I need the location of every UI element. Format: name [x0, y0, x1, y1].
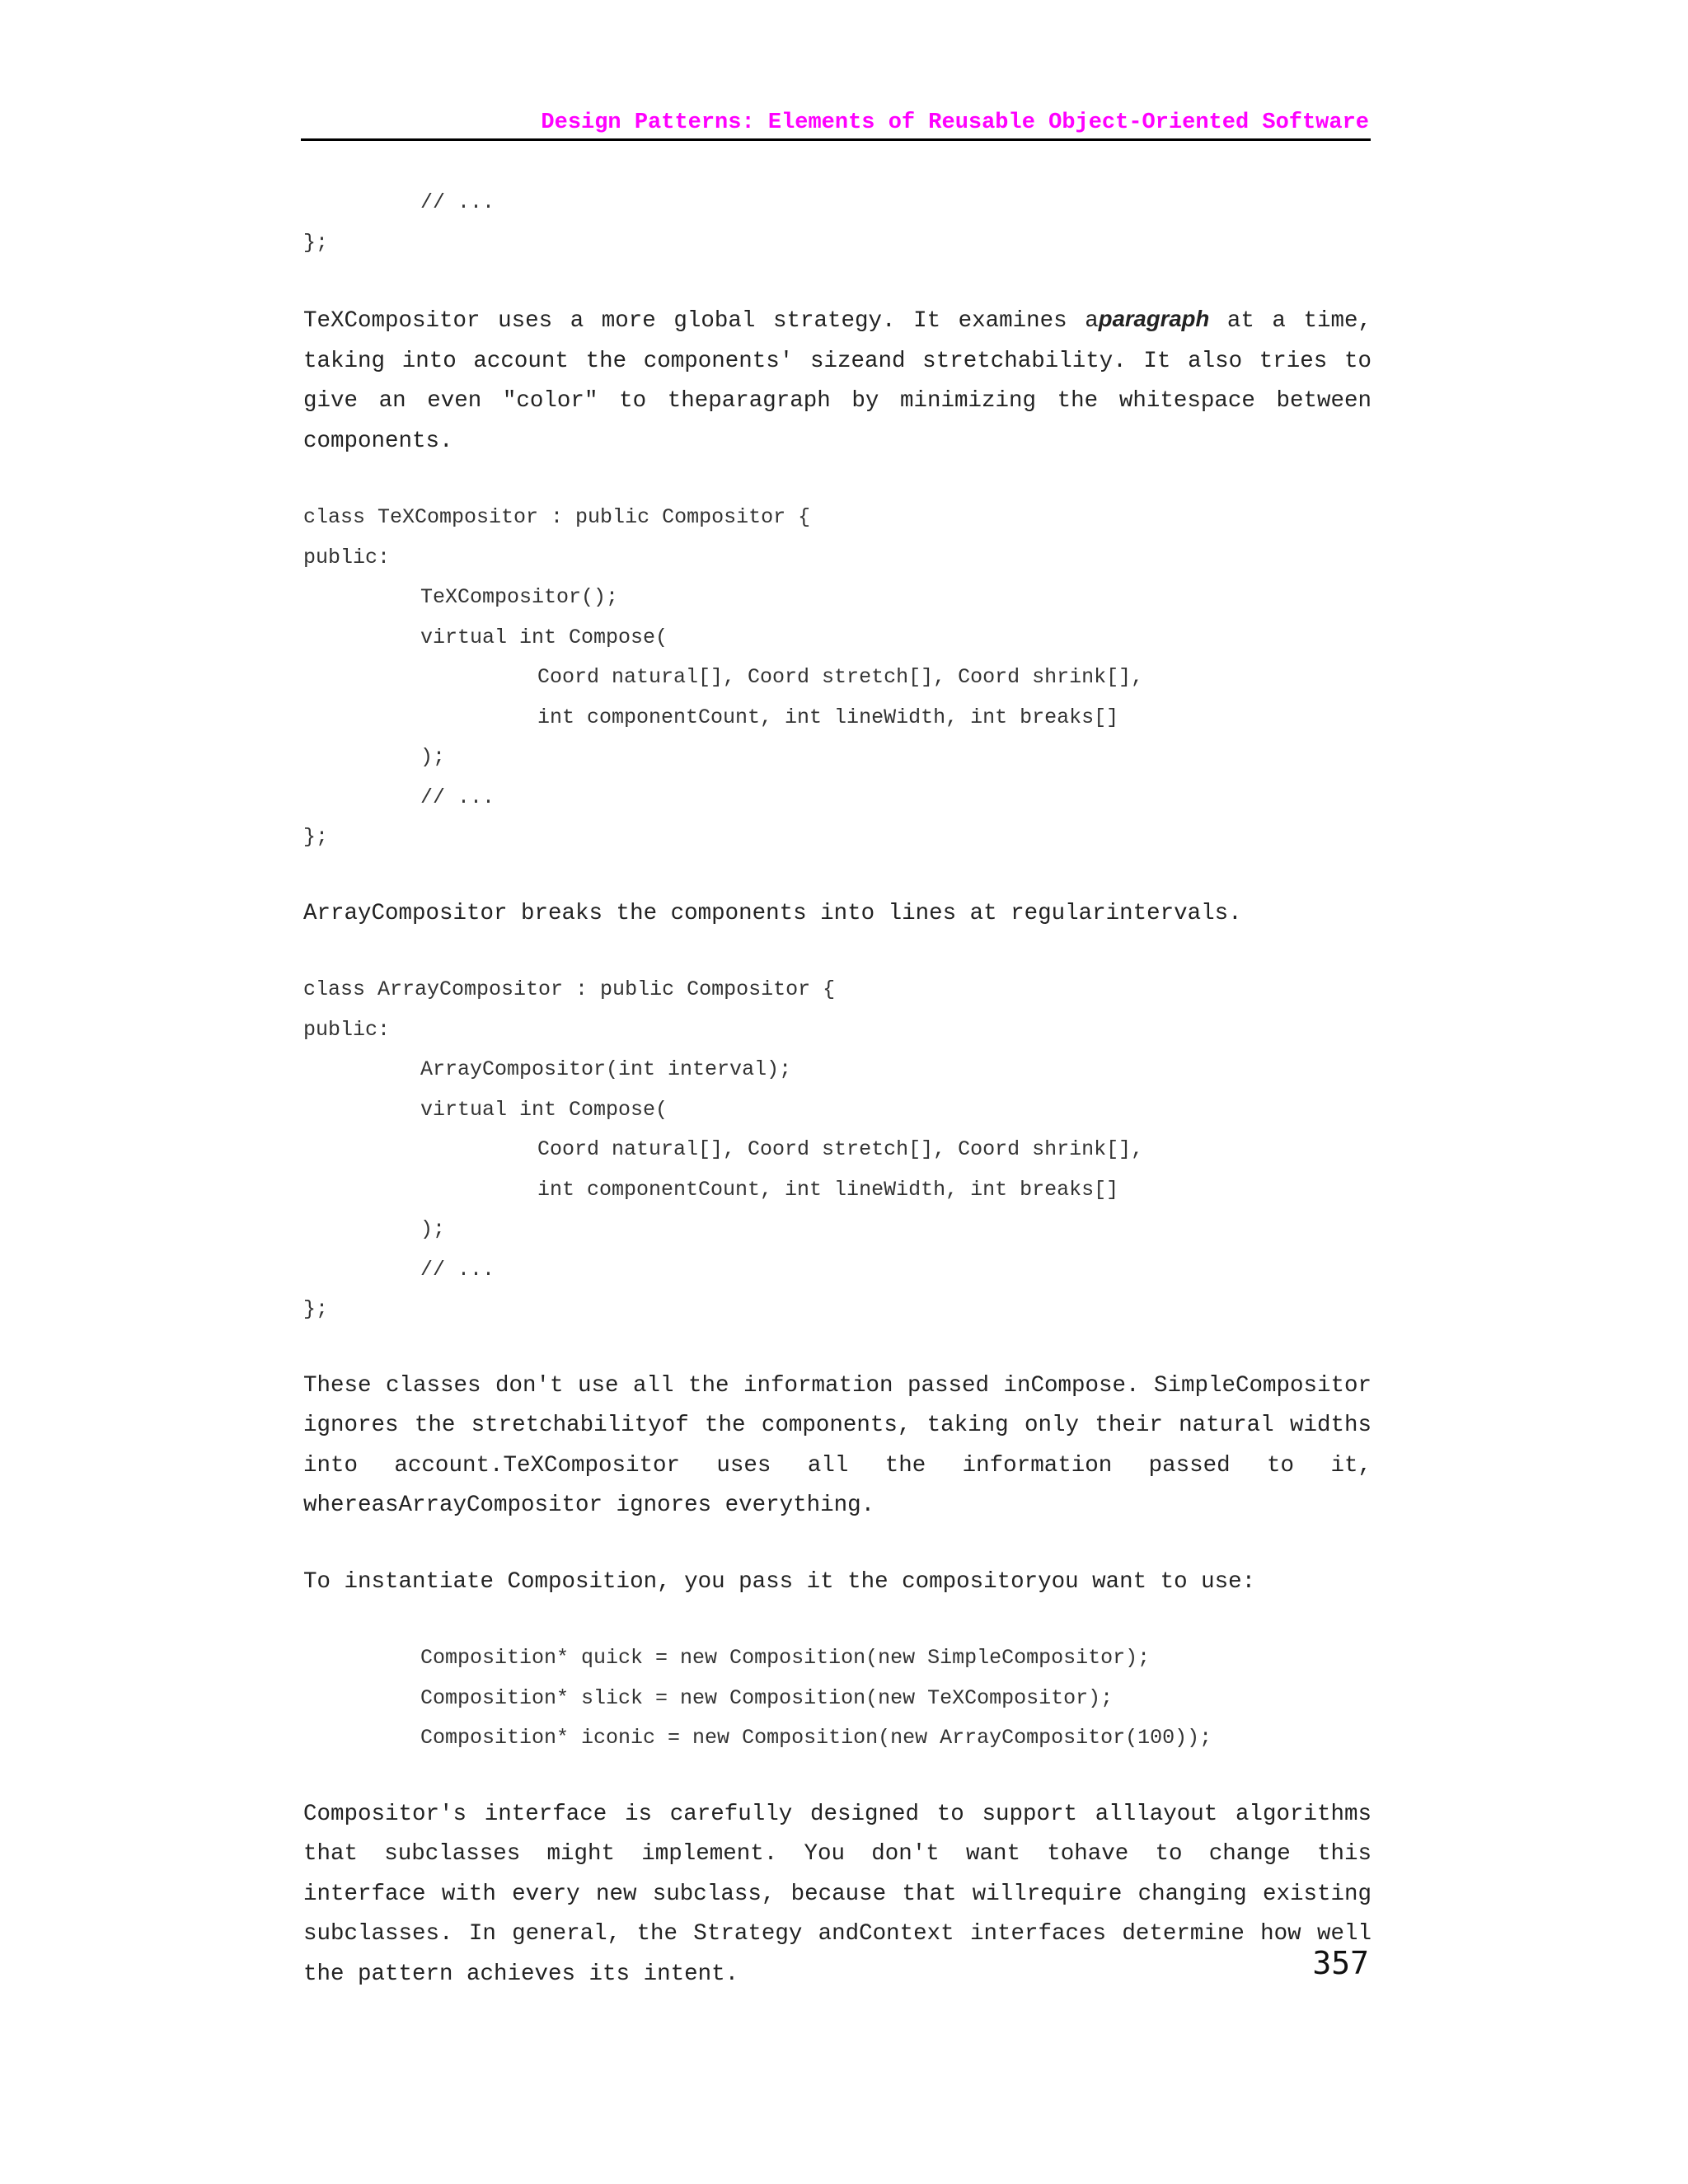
code-line: virtual int Compose(: [420, 1097, 668, 1122]
paragraph-instantiate: To instantiate Composition, you pass it the compositoryou want to use:: [303, 1568, 1256, 1595]
code-line: );: [420, 1217, 446, 1241]
code-line: };: [303, 825, 329, 849]
code-line: Coord natural[], Coord stretch[], Coord shrink[],: [537, 665, 1144, 689]
code-line: public:: [303, 545, 391, 569]
paragraph-text: TeXCompositor uses a more global strategy. It examines a: [303, 308, 1099, 334]
paragraph-interface-design: Compositor's interface is carefully designed to support alllayout algorithms that subclasses might implement. You don't want tohave to change this interface with every new subclass, because that willrequire changing existing subclasses. In general, the Strategy andContext interfaces determine how well the pattern achieves its intent.: [303, 1801, 1372, 1987]
code-line: virtual int Compose(: [420, 625, 668, 649]
code-line: public:: [303, 1017, 391, 1042]
paragraph-information-usage: These classes don't use all the information passed inCompose. SimpleCompositor ignores the stretchabilityof the components, taking only their natural widths into account.TeXCompositor uses all the information passed to it, whereasArrayCompositor ignores everything.: [303, 1372, 1372, 1518]
running-header: Design Patterns: Elements of Reusable Object-Oriented Software: [541, 110, 1369, 135]
code-line: class ArrayCompositor : public Compositor {: [303, 977, 836, 1001]
page-content: [303, 183, 1372, 1994]
code-line: int componentCount, int lineWidth, int breaks[]: [537, 1177, 1119, 1202]
code-line: TeXCompositor();: [420, 585, 619, 609]
code-line: // ...: [420, 1257, 495, 1282]
code-line: Composition* quick = new Composition(new SimpleCompositor);: [420, 1646, 1151, 1670]
code-line: ArrayCompositor(int interval);: [420, 1057, 792, 1081]
code-line: };: [303, 230, 329, 255]
paragraph-text: at a time, taking into account the components' sizeand stretchability. It also tries to give an even "color" to theparagraph by minimizing the whitespace between components.: [303, 308, 1372, 454]
code-line: };: [303, 1297, 329, 1321]
paragraph-arraycompositor: ArrayCompositor breaks the components into lines at regularintervals.: [303, 900, 1242, 926]
code-line: Coord natural[], Coord stretch[], Coord shrink[],: [537, 1137, 1144, 1161]
code-block-arraycompositor: [303, 970, 1372, 1330]
header-rule: [301, 138, 1371, 141]
code-line: Composition* iconic = new Composition(new ArrayCompositor(100));: [420, 1726, 1212, 1750]
code-line: // ...: [420, 785, 495, 809]
emphasis-paragraph: paragraph: [1098, 306, 1210, 331]
code-line: int componentCount, int lineWidth, int breaks[]: [537, 705, 1119, 729]
page-number: 357: [1312, 1945, 1369, 1981]
code-line: class TeXCompositor : public Compositor {: [303, 505, 811, 529]
paragraph-texcompositor: [303, 299, 1372, 462]
code-line: Composition* slick = new Composition(new TeXCompositor);: [420, 1685, 1114, 1710]
code-line: );: [420, 745, 446, 769]
code-line: // ...: [420, 190, 495, 214]
code-block-texcompositor: [303, 498, 1372, 858]
code-block-instantiation: [303, 1638, 1372, 1759]
